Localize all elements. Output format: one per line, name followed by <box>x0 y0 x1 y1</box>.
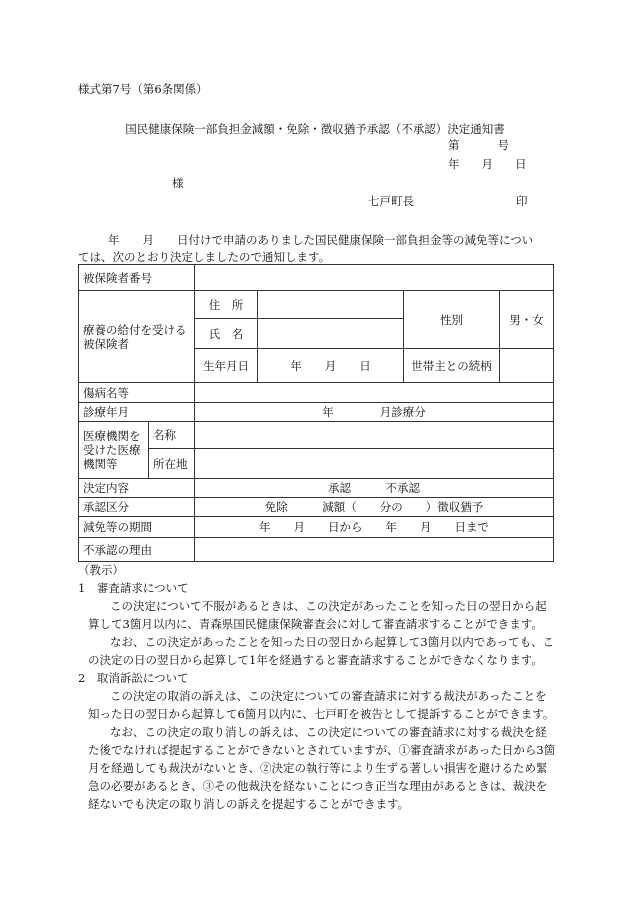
insured-number-value[interactable] <box>195 265 554 291</box>
birthdate-value[interactable]: 年 月 日 <box>258 349 404 383</box>
sex-label: 性別 <box>404 291 500 349</box>
notes-heading: （教示） <box>78 563 124 577</box>
document-title: 国民健康保険一部負担金減額・免除・徴収猶予承認（不承認）決定通知書 <box>125 122 505 136</box>
treatment-month-label: 診療年月 <box>79 403 195 422</box>
disease-value[interactable] <box>195 383 554 403</box>
address-label: 住 所 <box>195 291 258 319</box>
recipient-label: 療養の給付を受ける被保険者 <box>79 291 195 383</box>
date-day: 日 <box>515 157 527 171</box>
intro-line-1: 年 月 日付けで申請のありました国民健康保険一部負担金等の減免等につい <box>108 233 534 247</box>
treatment-month-value[interactable]: 年 月診療分 <box>195 403 554 422</box>
section-1-title: 1 審査請求について <box>78 581 189 595</box>
section-2-paragraph-2: なお、この決定の取り消しの訴えは、この決定についての審査請求に対する裁決を経た後でなければ提起することができないとされていますが、①審査請求があった日から3箇月を経過しても裁決がないとき、②決定の執行等により生ずる著しい損害を避けるため緊急の必要があるとき、③その他裁決を経ないことにつき正当な理由があるときは、裁決を経ないでも決定の取り消しの訴えを提起することができます。 <box>88 725 556 811</box>
document-date <box>448 157 549 171</box>
document-number <box>448 138 509 152</box>
number-suffix: 号 <box>497 138 509 152</box>
decision-table <box>78 264 554 562</box>
sender: 七戸町長 <box>368 194 414 208</box>
sex-value[interactable]: 男・女 <box>500 291 554 349</box>
name-value[interactable] <box>258 319 404 349</box>
disease-label: 傷病名等 <box>79 383 195 403</box>
category-value[interactable]: 免除 減額（ 分の ）徴収猶予 <box>195 498 554 517</box>
intro-text <box>78 232 556 266</box>
decision-value[interactable]: 承認 不承認 <box>195 479 554 498</box>
relation-value[interactable] <box>500 349 554 383</box>
instruction-notes <box>78 561 558 813</box>
section-2-title: 2 取消訴訟について <box>78 671 189 685</box>
intro-line-2: ては、次のとおり決定しましたので通知します。 <box>78 250 331 264</box>
seal-mark: 印 <box>516 194 528 208</box>
institution-location-value[interactable] <box>195 449 554 479</box>
relation-label: 世帯主との続柄 <box>404 349 500 383</box>
period-value[interactable]: 年 月 日から 年 月 日まで <box>195 517 554 538</box>
form-id: 様式第7号（第6条関係） <box>78 82 208 96</box>
reason-value[interactable] <box>195 538 554 562</box>
address-value[interactable] <box>258 291 404 319</box>
addressee-suffix: 様 <box>172 176 184 190</box>
institution-location-label: 所在地 <box>149 449 195 479</box>
period-label: 減免等の期間 <box>79 517 195 538</box>
date-year: 年 <box>448 157 460 171</box>
institution-label: 医療機関を受けた医療機関等 <box>79 422 149 479</box>
name-label: 氏 名 <box>195 319 258 349</box>
section-1-paragraph-1: この決定について不服があるときは、この決定があったことを知った日の翌日から起算して3箇月以内に、青森県国民健康保険審査会に対して審査請求することができます。 <box>88 599 547 631</box>
reason-label: 不承認の理由 <box>79 538 195 562</box>
institution-name-value[interactable] <box>195 422 554 449</box>
date-month: 月 <box>481 157 493 171</box>
section-2-paragraph-1: この決定の取消の訴えは、この決定についての審査請求に対する裁決があったことを知った日の翌日から起算して6箇月以内に、七戸町を被告として提訴することができます。 <box>88 689 555 721</box>
number-label: 第 <box>448 138 460 152</box>
decision-label: 決定内容 <box>79 479 195 498</box>
section-1-paragraph-2: なお、この決定があったことを知った日の翌日から起算して3箇月以内であっても、この決定の日の翌日から起算して1年を経過すると審査請求することができなくなります。 <box>88 635 555 667</box>
category-label: 承認区分 <box>79 498 195 517</box>
insured-number-label: 被保険者番号 <box>79 265 195 291</box>
institution-name-label: 名称 <box>149 422 195 449</box>
birthdate-label: 生年月日 <box>195 349 258 383</box>
